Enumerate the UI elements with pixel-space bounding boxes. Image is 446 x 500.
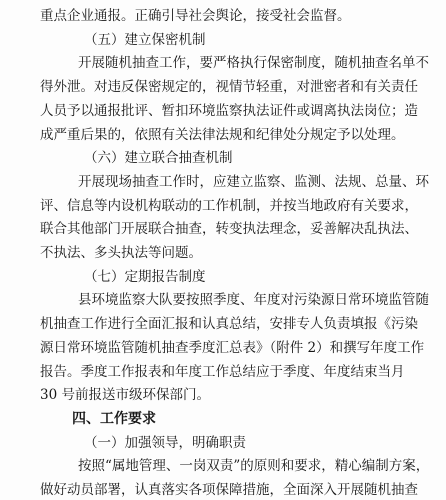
- subheading-5: （五）建立保密机制: [84, 31, 206, 48]
- text-line: 县环境监察大队要按照季度、年度对污染源日常环境监管随: [78, 292, 429, 309]
- text-line: 报告。季度工作报表和年度工作总结应于季度、年度结束当月: [40, 363, 405, 380]
- subheading-1: （一）加强领导，明确职责: [84, 434, 246, 451]
- text-line: 得外泄。对违反保密规定的，视情节轻重，对泄密者和有关责任: [40, 79, 418, 96]
- text-line: 做好动员部署，认真落实各项保障措施，全面深入开展随机抽查: [40, 482, 418, 498]
- text-line: 按照“属地管理、一岗双责”的原则和要求，精心编制方案，: [78, 458, 430, 475]
- text-line: 评、信息等内设机构联动的工作机制，并按当地政府有关要求，: [40, 197, 418, 214]
- text-line: 源日常环境监管随机抽查季度汇总表》（附件 2）和撰写年度工作: [40, 339, 425, 356]
- text-line: 机抽查工作进行全面汇报和认真总结，安排专人负责填报《污染: [40, 316, 418, 333]
- text-line: 开展随机抽查工作，要严格执行保密制度，随机抽查名单不: [78, 55, 429, 72]
- text-line: 开展现场抽查工作时，应建立监察、监测、法规、总量、环: [78, 173, 429, 190]
- text-line: 30 号前报送市级环保部门。: [40, 387, 210, 404]
- subheading-7: （七）定期报告制度: [84, 268, 206, 285]
- text-line: 人员予以通报批评、暂扣环境监察执法证件或调离执法岗位；造: [40, 102, 418, 119]
- section-heading: 四、工作要求: [72, 410, 156, 427]
- text-line: 联合其他部门开展联合抽查，转变执法理念，妥善解决乱执法、: [40, 221, 418, 238]
- text-line: 成严重后果的，依照有关法律法规和纪律处分规定予以处理。: [40, 126, 405, 143]
- text-line: 不执法、多头执法等问题。: [40, 245, 202, 261]
- subheading-6: （六）建立联合抽查机制: [84, 150, 233, 167]
- text-line: 重点企业通报。正确引导社会舆论，接受社会监督。: [40, 8, 351, 24]
